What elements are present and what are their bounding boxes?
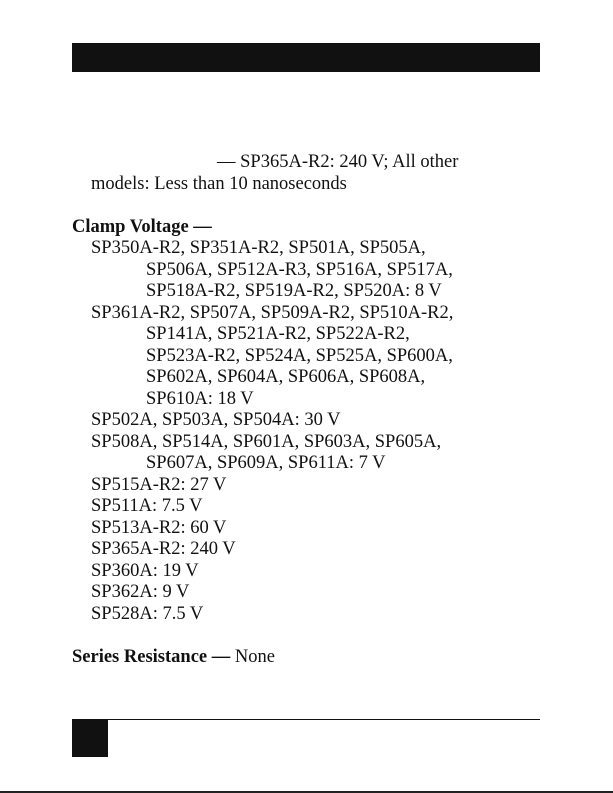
header-bar [72,43,540,72]
clamp-line: SP528A: 7.5 V [91,603,204,624]
clamp-line: SP602A, SP604A, SP606A, SP608A, [146,367,426,387]
clamp-line: SP362A: 9 V [91,582,190,602]
clamp-line: SP361A-R2, SP507A, SP509A-R2, SP510A-R2, [91,302,454,323]
clamp-line: SP515A-R2: 27 V [91,474,227,495]
clamp-line: SP523A-R2, SP524A, SP525A, SP600A, [146,345,453,366]
response-time-line-1: — SP365A-R2: 240 V; All other [217,152,459,172]
clamp-line: SP360A: 19 V [91,560,199,581]
response-time-line-2: models: Less than 10 nanoseconds [91,173,347,194]
clamp-line: SP350A-R2, SP351A-R2, SP501A, SP505A, [91,238,426,258]
clamp-line: SP508A, SP514A, SP601A, SP603A, SP605A, [91,431,442,452]
clamp-line: SP506A, SP512A-R3, SP516A, SP517A, [146,259,453,280]
clamp-line: SP607A, SP609A, SP611A: 7 V [146,453,386,473]
clamp-line: SP502A, SP503A, SP504A: 30 V [91,410,341,430]
series-resistance-heading: Series Resistance — [72,646,231,667]
clamp-line: SP511A: 7.5 V [91,496,203,516]
clamp-line: SP610A: 18 V [146,388,254,409]
clamp-line: SP365A-R2: 240 V [91,539,236,559]
page-number-box [72,720,108,757]
clamp-voltage-heading: Clamp Voltage — [72,216,212,237]
clamp-line: SP141A, SP521A-R2, SP522A-R2, [146,324,410,344]
footer-rule [72,719,540,720]
clamp-line: SP513A-R2: 60 V [91,517,227,538]
spec-text [72,152,542,668]
series-resistance-line [72,647,542,669]
clamp-line: SP518A-R2, SP519A-R2, SP520A: 8 V [146,281,442,301]
series-resistance-value: None [234,646,275,667]
